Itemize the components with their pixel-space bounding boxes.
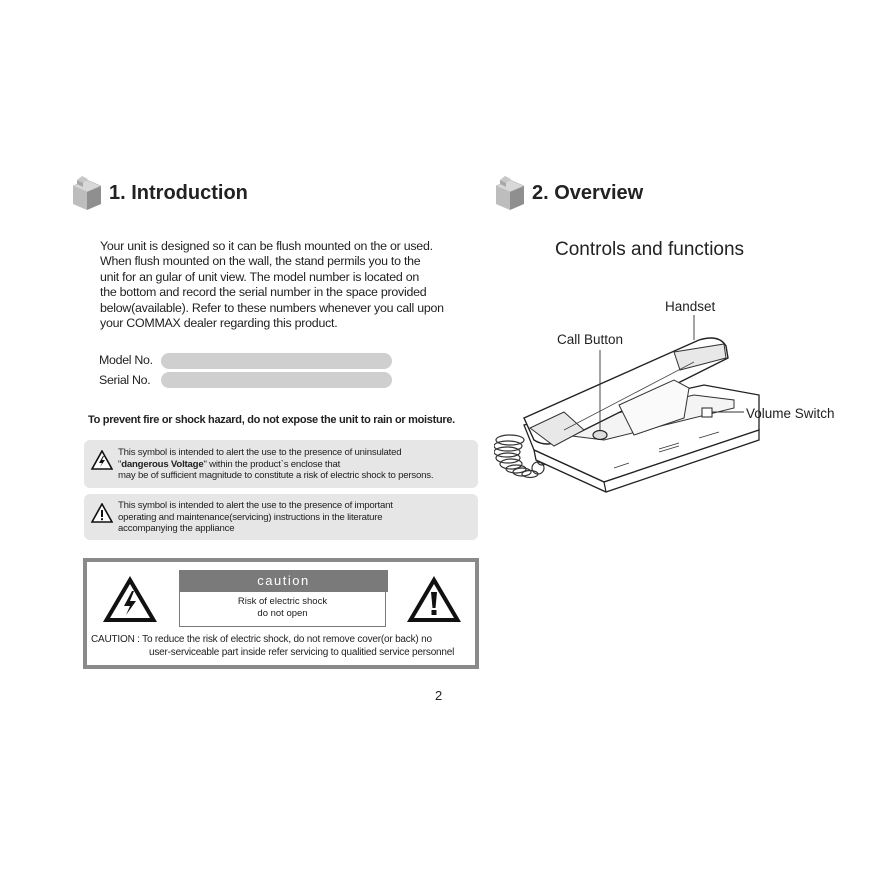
volume-switch-icon — [702, 408, 712, 417]
intro-heading: 1. Introduction — [109, 182, 248, 204]
intro-line: Your unit is designed so it can be flush mounted on the or used. — [100, 239, 433, 253]
symbol1-line3: may be of sufficient magnitude to constitute a risk of electric shock to persons. — [118, 470, 434, 482]
maintenance-symbol-box — [84, 494, 478, 540]
caution-footer-line1: CAUTION : To reduce the risk of electric shock, do not remove cover(or back) no — [91, 634, 432, 645]
cube-section-icon — [70, 174, 104, 212]
intro-line: unit for an gular of unit view. The model number is located on — [100, 269, 420, 284]
voltage-symbol-box: This symbol is intended to alert the use to the presence of uninsulated "dangerous Voltage" within the product`s enclose that may be of sufficient magnitude to constitute a risk of electric shock to persons. — [84, 440, 478, 488]
call-button-label: Call Button — [557, 332, 624, 347]
caution-line1: Risk of electric shock — [237, 596, 328, 607]
moisture-warning: To prevent fire or shock hazard, do not expose the unit to rain or moisture. — [88, 414, 455, 426]
intro-line: When flush mounted on the wall, the stand permils you to the — [100, 254, 421, 269]
symbol2-line3: accompanying the appliance — [118, 523, 235, 535]
symbol1-bold: dangerous Voltage — [121, 458, 204, 470]
model-field — [161, 353, 392, 369]
serial-label: Serial No. — [99, 373, 151, 387]
overview-heading: 2. Overview — [532, 182, 644, 204]
page-number: 2 — [435, 688, 443, 703]
handset-label: Handset — [665, 299, 716, 314]
serial-field — [161, 372, 392, 388]
caution-box — [83, 558, 479, 669]
symbol1-line2: within the product`s enclose that — [209, 458, 341, 470]
caution-header: caution — [179, 570, 388, 592]
symbol1-line1: This symbol is intended to alert the use to the presence of uninsulated — [118, 447, 402, 458]
caution-line2: do not open — [257, 608, 308, 619]
exclamation-icon — [405, 574, 463, 624]
interphone-illustration — [494, 300, 774, 500]
model-label: Model No. — [99, 353, 153, 367]
caution-footer-line2: user-serviceable part inside refer servicing to qualitied service personnel — [149, 646, 455, 658]
symbol2-line2: operating and maintenance(servicing) instructions in the literature — [118, 511, 383, 523]
intro-line: below(available). Refer to these numbers whenever you call upon — [100, 300, 444, 315]
volume-switch-label: Volume Switch — [746, 406, 835, 421]
intro-paragraph — [100, 239, 480, 331]
exclamation-warning-icon — [91, 503, 113, 523]
intro-line: the bottom and record the serial number in the space provided — [100, 285, 427, 300]
controls-subheading: Controls and functions — [555, 239, 745, 260]
electric-shock-icon — [101, 574, 159, 624]
intro-line: your COMMAX dealer regarding this product. — [100, 316, 338, 331]
lightning-warning-icon — [91, 450, 113, 470]
symbol2-line1: This symbol is intended to alert the use to the presence of important — [118, 500, 393, 511]
call-button-icon — [593, 431, 607, 440]
cube-section-icon — [493, 174, 527, 212]
